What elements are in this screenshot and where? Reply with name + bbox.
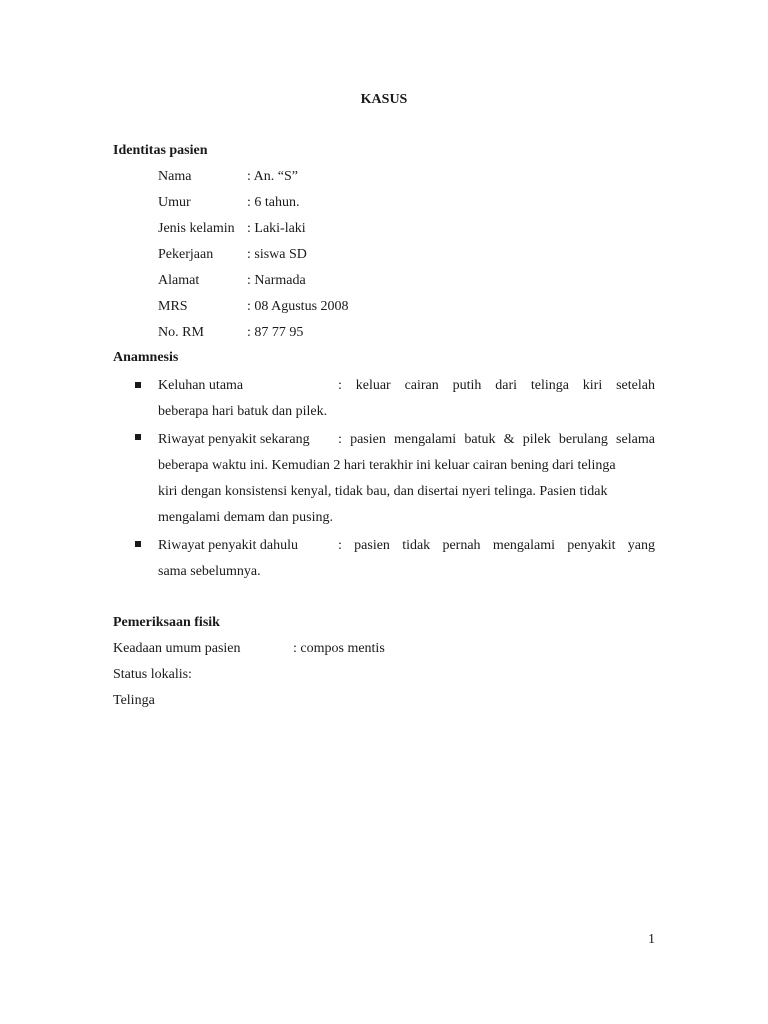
keadaan-umum-label: Keadaan umum pasien	[113, 641, 241, 656]
identitas-label: Alamat	[158, 273, 200, 288]
word: selama	[616, 432, 655, 447]
anamnesis-item-text-justified	[338, 427, 655, 453]
anamnesis-continuation-line: mengalami demam dan pusing.	[158, 510, 333, 525]
anamnesis-first-line	[158, 533, 655, 559]
bullet-square-icon	[135, 382, 141, 388]
word: mengalami	[492, 538, 556, 553]
identitas-value: : Laki-laki	[247, 221, 306, 236]
word: penyakit	[567, 538, 616, 553]
keadaan-umum-value: : compos mentis	[293, 641, 385, 656]
bullet-square-icon	[135, 434, 141, 440]
identitas-label: Nama	[158, 169, 192, 184]
anamnesis-heading: Anamnesis	[113, 350, 179, 365]
word: berulang	[558, 432, 608, 447]
word: putih	[452, 378, 482, 393]
anamnesis-continuation-line: sama sebelumnya.	[158, 564, 261, 579]
word: kiri	[582, 378, 603, 393]
document-title: KASUS	[360, 92, 408, 107]
bullet-square-icon	[135, 541, 141, 547]
word: telinga	[530, 378, 569, 393]
identitas-value: : siswa SD	[247, 247, 307, 262]
word: pasien	[350, 432, 386, 447]
anamnesis-continuation-line: beberapa hari batuk dan pilek.	[158, 404, 328, 419]
word: &	[503, 432, 515, 447]
anamnesis-item-text-justified	[338, 533, 655, 559]
anamnesis-item-riwayat-sekarang	[158, 427, 655, 531]
identitas-label: Umur	[158, 195, 191, 210]
anamnesis-item-label: Riwayat penyakit sekarang	[158, 432, 310, 447]
word: yang	[627, 538, 655, 553]
anamnesis-item-label: Riwayat penyakit dahulu	[158, 538, 298, 553]
word: pernah	[442, 538, 481, 553]
word: batuk	[464, 432, 496, 447]
anamnesis-item-riwayat-dahulu	[158, 533, 655, 585]
word: dari	[495, 378, 517, 393]
identitas-label: Pekerjaan	[158, 247, 214, 262]
anamnesis-first-line	[158, 427, 655, 453]
identitas-value: : An. “S”	[247, 169, 298, 184]
word: :	[338, 378, 342, 393]
identitas-value: : 87 77 95	[247, 325, 304, 340]
telinga-label: Telinga	[113, 693, 155, 708]
identitas-label: No. RM	[158, 325, 204, 340]
word: tidak	[402, 538, 431, 553]
word: keluar	[355, 378, 391, 393]
word: :	[338, 432, 342, 447]
identitas-label: MRS	[158, 299, 188, 314]
pemeriksaan-heading: Pemeriksaan fisik	[113, 615, 220, 630]
anamnesis-item-text-justified	[338, 373, 655, 399]
word: setelah	[616, 378, 655, 393]
word: pilek	[522, 432, 551, 447]
anamnesis-continuation-line: beberapa waktu ini. Kemudian 2 hari terakhir ini keluar cairan bening dari telinga	[158, 458, 616, 473]
anamnesis-first-line	[158, 373, 655, 399]
word: pasien	[354, 538, 390, 553]
identitas-label: Jenis kelamin	[158, 221, 235, 236]
identitas-value: : 6 tahun.	[247, 195, 300, 210]
status-lokalis-label: Status lokalis:	[113, 667, 192, 682]
word: cairan	[404, 378, 439, 393]
page-number: 1	[648, 932, 655, 947]
anamnesis-item-label: Keluhan utama	[158, 378, 244, 393]
identitas-value: : Narmada	[247, 273, 306, 288]
anamnesis-item-keluhan-utama	[158, 373, 655, 425]
identitas-heading: Identitas pasien	[113, 143, 208, 158]
identitas-value: : 08 Agustus 2008	[247, 299, 349, 314]
word: mengalami	[394, 432, 457, 447]
anamnesis-continuation-line: kiri dengan konsistensi kenyal, tidak bau, dan disertai nyeri telinga. Pasien tidak	[158, 484, 608, 499]
word: :	[338, 538, 342, 553]
